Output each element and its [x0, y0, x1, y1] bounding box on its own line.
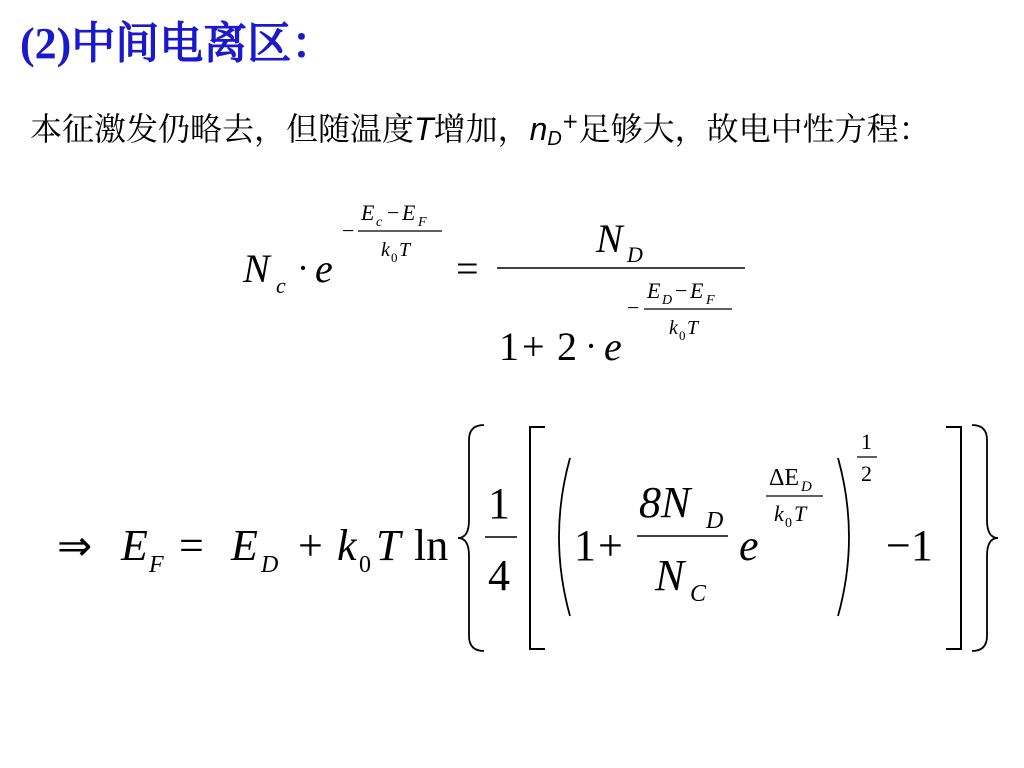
- eq2-ED-sub: D: [261, 552, 279, 578]
- paragraph-text-2: 增加，: [433, 110, 530, 148]
- eq1-dot: ·: [297, 248, 309, 288]
- eq1-den-exp-EF: E: [690, 278, 704, 303]
- eq2-one: 1: [574, 521, 596, 570]
- eq2-plus: +: [298, 521, 323, 570]
- eq2-exp-k: k: [774, 501, 784, 526]
- eq2-e: e: [739, 521, 759, 570]
- eq1-exp-minus: −: [342, 218, 355, 243]
- eq2-power-den: 2: [861, 461, 872, 486]
- eq1-den-e: e: [604, 324, 622, 369]
- eq1-Nc-sub: c: [276, 273, 286, 298]
- eq1-ND-sub: D: [627, 242, 643, 267]
- eq2-quarter-den: 4: [488, 551, 510, 600]
- eq1-den-dot: ·: [585, 326, 597, 366]
- eq2-exp-num-sub: D: [801, 479, 812, 495]
- eq2-quarter-num: 1: [488, 479, 510, 528]
- paragraph-text-3: 足够大，故电中性方程：: [578, 110, 931, 148]
- eq1-den-exp-k: k: [669, 317, 678, 339]
- var-temperature: T: [414, 111, 434, 147]
- eq1-ND: N: [596, 216, 623, 261]
- eq2-minus-one: −1: [886, 521, 933, 570]
- eq2-left-bracket: [530, 427, 545, 649]
- eq1-exp-T: T: [399, 239, 411, 261]
- eq1-e: e: [315, 246, 333, 291]
- eq2-right-brace: [972, 425, 998, 651]
- var-n: n: [529, 111, 548, 147]
- eq2-k-sub: 0: [359, 552, 371, 578]
- eq2-EF-sub: F: [149, 552, 164, 578]
- var-n-superscript: +: [561, 109, 579, 133]
- eq2-exp-T: T: [794, 501, 807, 526]
- eq1-den-exp-T: T: [687, 317, 699, 339]
- eq2-ln: ln: [414, 521, 449, 570]
- eq1-den-one: 1: [499, 324, 519, 369]
- eq2-exp-k-sub: 0: [785, 516, 792, 531]
- eq2-frac-den: N: [655, 551, 685, 600]
- eq2-k: k: [337, 521, 357, 570]
- eq1-den-exp-minus: −: [627, 295, 640, 320]
- title-text: 中间电离区：: [71, 18, 336, 69]
- eq1-exp-Ec-sub: c: [376, 215, 383, 230]
- eq2-right-paren: [838, 458, 849, 616]
- eq1-den-exp-minus2: −: [675, 278, 688, 303]
- eq2-exp-num: ΔE: [769, 465, 800, 491]
- eq1-den-exp-ED: E: [647, 278, 661, 303]
- title-number: (2): [20, 19, 72, 68]
- eq2-T: T: [376, 521, 401, 570]
- eq1-exp-Ec: E: [361, 200, 375, 225]
- eq2-ED: E: [231, 521, 258, 570]
- eq1-exp-k-sub: 0: [391, 250, 398, 265]
- eq1-exp-EF: E: [402, 200, 416, 225]
- eq2-implies-arrow: ⇒: [57, 524, 93, 570]
- var-n-subscript: D: [547, 128, 562, 150]
- eq1-den-exp-ED-sub: D: [662, 293, 673, 308]
- eq1-den-exp-EF-sub: F: [706, 293, 715, 308]
- eq1-Nc: N: [243, 246, 270, 291]
- eq2-frac-num: 8N: [639, 478, 691, 527]
- eq1-den-two: 2: [557, 324, 577, 369]
- eq1-den-exp-k-sub: 0: [679, 328, 686, 343]
- eq1-den-plus: +: [522, 324, 545, 369]
- eq1-exp-k: k: [381, 239, 390, 261]
- eq2-equals: =: [179, 521, 204, 570]
- eq2-left-paren: [559, 458, 570, 616]
- paragraph-text-1: 本征激发仍略去，但随温度: [30, 110, 415, 148]
- eq2-EF: E: [121, 521, 148, 570]
- eq2-left-brace: [458, 425, 484, 651]
- eq2-power-num: 1: [861, 429, 872, 454]
- eq2-right-bracket: [946, 427, 961, 649]
- eq2-frac-num-sub: D: [706, 508, 724, 534]
- eq2-frac-den-sub: C: [690, 581, 707, 607]
- eq1-exp-EF-sub: F: [418, 215, 427, 230]
- eq1-exp-minus2: −: [387, 200, 400, 225]
- eq2-plus2: +: [598, 521, 623, 570]
- eq1-equals: =: [456, 246, 479, 291]
